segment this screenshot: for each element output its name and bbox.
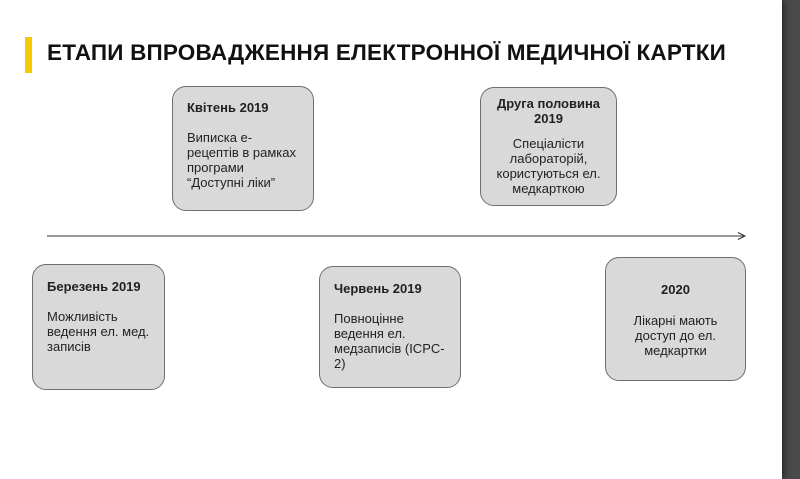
stage-card-april-2019 xyxy=(172,86,314,211)
stage-description: Можливість ведення ел. мед. записів xyxy=(47,309,150,354)
stage-date: Червень 2019 xyxy=(334,281,422,296)
stage-date: Квітень 2019 xyxy=(187,100,269,115)
title-accent-bar xyxy=(25,37,32,73)
stage-card-june-2019 xyxy=(319,266,461,388)
stage-date: Друга половина 2019 xyxy=(496,96,601,126)
stage-description: Виписка е-рецептів в рамках програми “Доступні ліки” xyxy=(187,130,297,190)
stage-card-march-2019 xyxy=(32,264,165,390)
stage-description: Спеціалісти лабораторій, користуються ел. медкарткою xyxy=(496,136,601,196)
stage-card-2020 xyxy=(605,257,746,381)
slide-title: ЕТАПИ ВПРОВАДЖЕННЯ ЕЛЕКТРОННОЇ МЕДИЧНОЇ КАРТКИ xyxy=(47,40,727,65)
stage-date: 2020 xyxy=(661,282,690,297)
timeline-arrow xyxy=(47,230,747,242)
stage-card-second-half-2019 xyxy=(480,87,617,206)
stage-description: Повноцінне ведення ел. медзаписів (ICPC-2) xyxy=(334,311,445,371)
stage-date: Березень 2019 xyxy=(47,279,141,294)
stage-description: Лікарні мають доступ до ел. медкартки xyxy=(633,313,718,358)
